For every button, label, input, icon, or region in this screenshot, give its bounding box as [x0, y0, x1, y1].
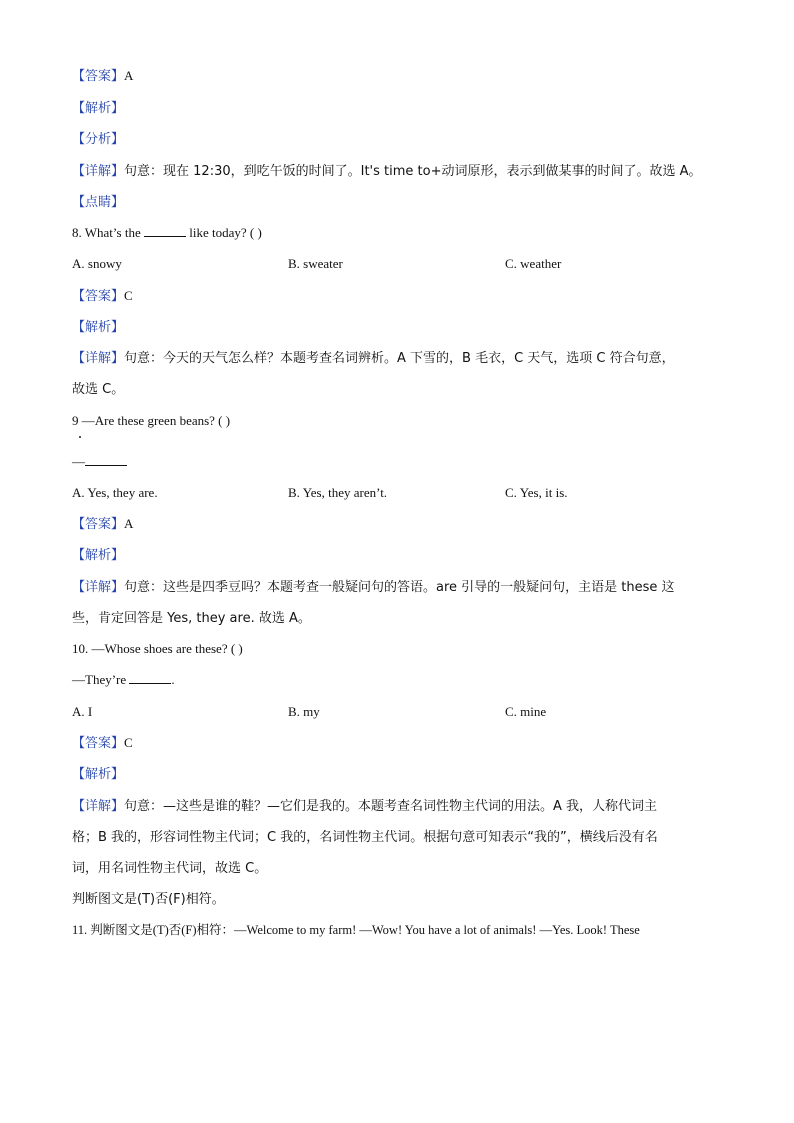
answer-tag: 【答案】: [72, 517, 125, 532]
q8-detail-line-1: [72, 348, 675, 369]
q9-answer-value: A: [124, 516, 134, 531]
q10-detail-line-1: [72, 796, 657, 817]
q10-detail-line-2: [72, 827, 658, 848]
q8-option-a: A. snowy: [72, 256, 122, 271]
q11-stem-text: 11. 判断图文是(T)否(F)相符：—Welcome to my farm! —Wow! You have a lot of animals! —Yes. Look! These: [72, 923, 640, 937]
q10-answer-line: [72, 733, 133, 754]
q10-detail-line-3: [72, 858, 267, 879]
q9-stem: [72, 411, 230, 431]
q10-analysis-line: [72, 764, 124, 785]
breakdown-tag: 【分析】: [72, 132, 125, 147]
q8-option-b: B. sweater: [288, 256, 343, 271]
q9-option-b: B. Yes, they aren’t.: [288, 485, 388, 500]
q8-answer-value: C: [124, 288, 133, 303]
q7-detail-text: 句意：现在 12:30，到吃午饭的时间了。It's time to+动词原形，表示到做某事的时间了。故选 A。: [124, 164, 702, 179]
q10-reply-end: .: [171, 672, 175, 687]
q10-detail-text-1: 句意：—这些是谁的鞋？—它们是我的。本题考查名词性物主代词的用法。A 我，人称代词主: [124, 799, 658, 814]
q9-option-a: A. Yes, they are.: [72, 485, 158, 500]
q8-blank: [144, 224, 186, 237]
q10-stem: [72, 639, 243, 659]
q8-option-c: C. weather: [505, 256, 562, 271]
analysis-tag: 【解析】: [72, 767, 125, 782]
q10-reply-text: —They’re: [72, 672, 127, 687]
q9-analysis-line: [72, 545, 124, 566]
q7-comment-line: [72, 192, 124, 213]
q9-detail-line-2: [72, 608, 311, 629]
q8-analysis-line: [72, 317, 124, 338]
q9-blank: [85, 453, 127, 466]
q8-stem: [72, 223, 262, 243]
section-heading: [72, 889, 225, 910]
q9-answer-line: [72, 514, 133, 535]
q8-answer-line: [72, 286, 133, 307]
q10-reply: [72, 670, 175, 690]
q7-answer-value: A: [124, 68, 134, 83]
q9-option-c: C. Yes, it is.: [505, 485, 568, 500]
answer-tag: 【答案】: [72, 289, 125, 304]
comment-tag: 【点睛】: [72, 195, 125, 210]
detail-tag: 【详解】: [72, 164, 125, 179]
analysis-tag: 【解析】: [72, 101, 125, 116]
answer-tag: 【答案】: [72, 736, 125, 751]
q11-stem: [72, 920, 640, 940]
q7-breakdown-line: [72, 129, 124, 150]
q10-answer-value: C: [124, 735, 133, 750]
q9-stem-text: 9 —Are these green beans? ( ): [72, 413, 231, 428]
q9-reply: [72, 452, 127, 472]
analysis-tag: 【解析】: [72, 320, 125, 335]
q10-option-c: C. mine: [505, 704, 547, 719]
answer-tag: 【答案】: [72, 69, 125, 84]
q8-detail-text-1: 句意：今天的天气怎么样？本题考查名词辨析。A 下雪的，B 毛衣，C 天气，选项 C 符合句意，: [124, 351, 675, 366]
detail-tag: 【详解】: [72, 580, 125, 595]
q8-detail-line-2: [72, 379, 124, 400]
q7-analysis-line: [72, 98, 124, 119]
q10-stem-text: 10. —Whose shoes are these? ( ): [72, 641, 243, 656]
analysis-tag: 【解析】: [72, 548, 125, 563]
q8-stem-after: like today? ( ): [189, 225, 262, 240]
q9-detail-line-1: [72, 577, 675, 598]
q7-detail-line: [72, 161, 702, 182]
detail-tag: 【详解】: [72, 799, 125, 814]
q9-detail-text-2: 些，肯定回答是 Yes, they are. 故选 A。: [72, 611, 311, 626]
q10-detail-text-2: 格；B 我的，形容词性物主代词；C 我的，名词性物主代词。根据句意可知表示“我的”，横线后没有名: [72, 830, 658, 845]
stray-dot-mark: [79, 436, 81, 438]
q9-reply-prefix: —: [72, 454, 85, 469]
q10-option-b: B. my: [288, 704, 320, 719]
q10-detail-text-3: 词，用名词性物主代词，故选 C。: [72, 861, 268, 876]
section-heading-text: 判断图文是(T)否(F)相符。: [72, 892, 225, 907]
detail-tag: 【详解】: [72, 351, 125, 366]
q9-detail-text-1: 句意：这些是四季豆吗？本题考查一般疑问句的答语。are 引导的一般疑问句，主语是 these 这: [124, 580, 675, 595]
q10-option-a: A. I: [72, 704, 93, 719]
q8-detail-text-2: 故选 C。: [72, 382, 125, 397]
q8-stem-before: 8. What’s the: [72, 225, 141, 240]
q10-blank: [129, 671, 171, 684]
q7-answer-line: [72, 66, 133, 87]
